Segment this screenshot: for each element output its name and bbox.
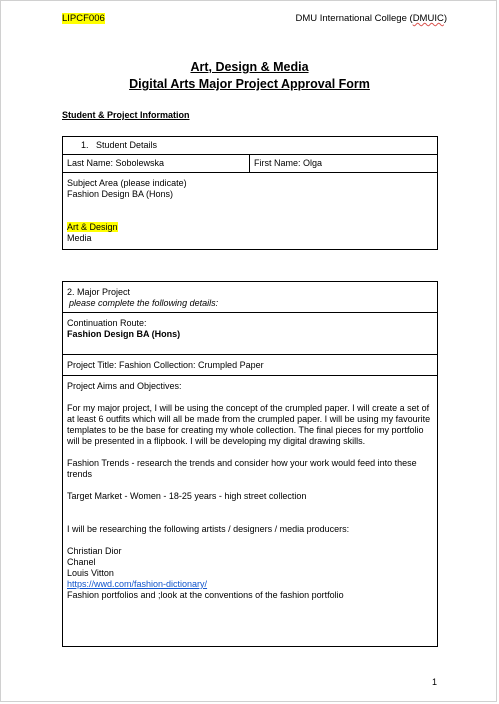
- student-details-heading: 1. Student Details: [63, 137, 438, 155]
- aims-text: For my major project, I will be using the concept of the crumpled paper. I will create a set of at least 6 outfits which will all be made from the crumpled paper. I will be using my favourite templates to be the base for creating my whole collection. The final pieces for my portfolio will be presented in a flipbook. I will be developing my digital drawing skills.: [67, 403, 431, 446]
- subject-area-label: Subject Area: [67, 178, 119, 188]
- continuation-route-value: Fashion Design BA (Hons): [67, 329, 181, 339]
- college-abbr: DMUIC: [412, 13, 444, 24]
- form-code: LIPCF006: [62, 13, 105, 24]
- fashion-trends-text: Fashion Trends - research the trends and consider how your work would feed into these trends: [67, 458, 417, 479]
- subject-area-cell: [63, 173, 438, 250]
- area-label: Art & Design: [67, 222, 118, 232]
- aims-objectives-cell: [63, 376, 438, 647]
- artist-item: Chanel: [67, 557, 96, 567]
- first-name-cell: First Name: Olga: [250, 155, 438, 173]
- subject-area-hint: (please indicate): [118, 178, 187, 188]
- major-project-heading: 2. Major Project: [67, 287, 131, 297]
- title-line-1: Art, Design & Media: [190, 60, 309, 74]
- major-project-heading-cell: [63, 282, 438, 313]
- fashion-dictionary-link[interactable]: https://wwd.com/fashion-dictionary/: [67, 579, 208, 589]
- project-title-cell: Project Title: Fashion Collection: Crumpled Paper: [63, 355, 438, 376]
- area-value: Media: [67, 233, 92, 243]
- subject-area-value: Fashion Design BA (Hons): [67, 189, 174, 199]
- section-title: Student & Project Information: [62, 110, 190, 120]
- continuation-route-cell: [63, 313, 438, 355]
- artist-item: Christian Dior: [67, 546, 122, 556]
- major-project-subheading: please complete the following details:: [69, 298, 219, 308]
- aims-label: Project Aims and Objectives:: [67, 381, 182, 391]
- student-details-table: [62, 136, 438, 250]
- artist-item: Louis Vitton: [67, 568, 114, 578]
- portfolio-note-text: Fashion portfolios and ;look at the conventions of the fashion portfolio: [67, 590, 344, 600]
- research-intro-text: I will be researching the following artists / designers / media producers:: [67, 524, 350, 534]
- page-number: 1: [431, 677, 437, 687]
- last-name-cell: Last Name: Sobolewska: [63, 155, 250, 173]
- title-line-2: Digital Arts Major Project Approval Form: [129, 77, 370, 91]
- target-market-text: Target Market - Women - 18-25 years - high street collection: [67, 491, 307, 501]
- major-project-table: [62, 281, 438, 647]
- continuation-route-label: Continuation Route:: [67, 318, 147, 328]
- college-name: DMU International College (DMUIC): [295, 13, 447, 24]
